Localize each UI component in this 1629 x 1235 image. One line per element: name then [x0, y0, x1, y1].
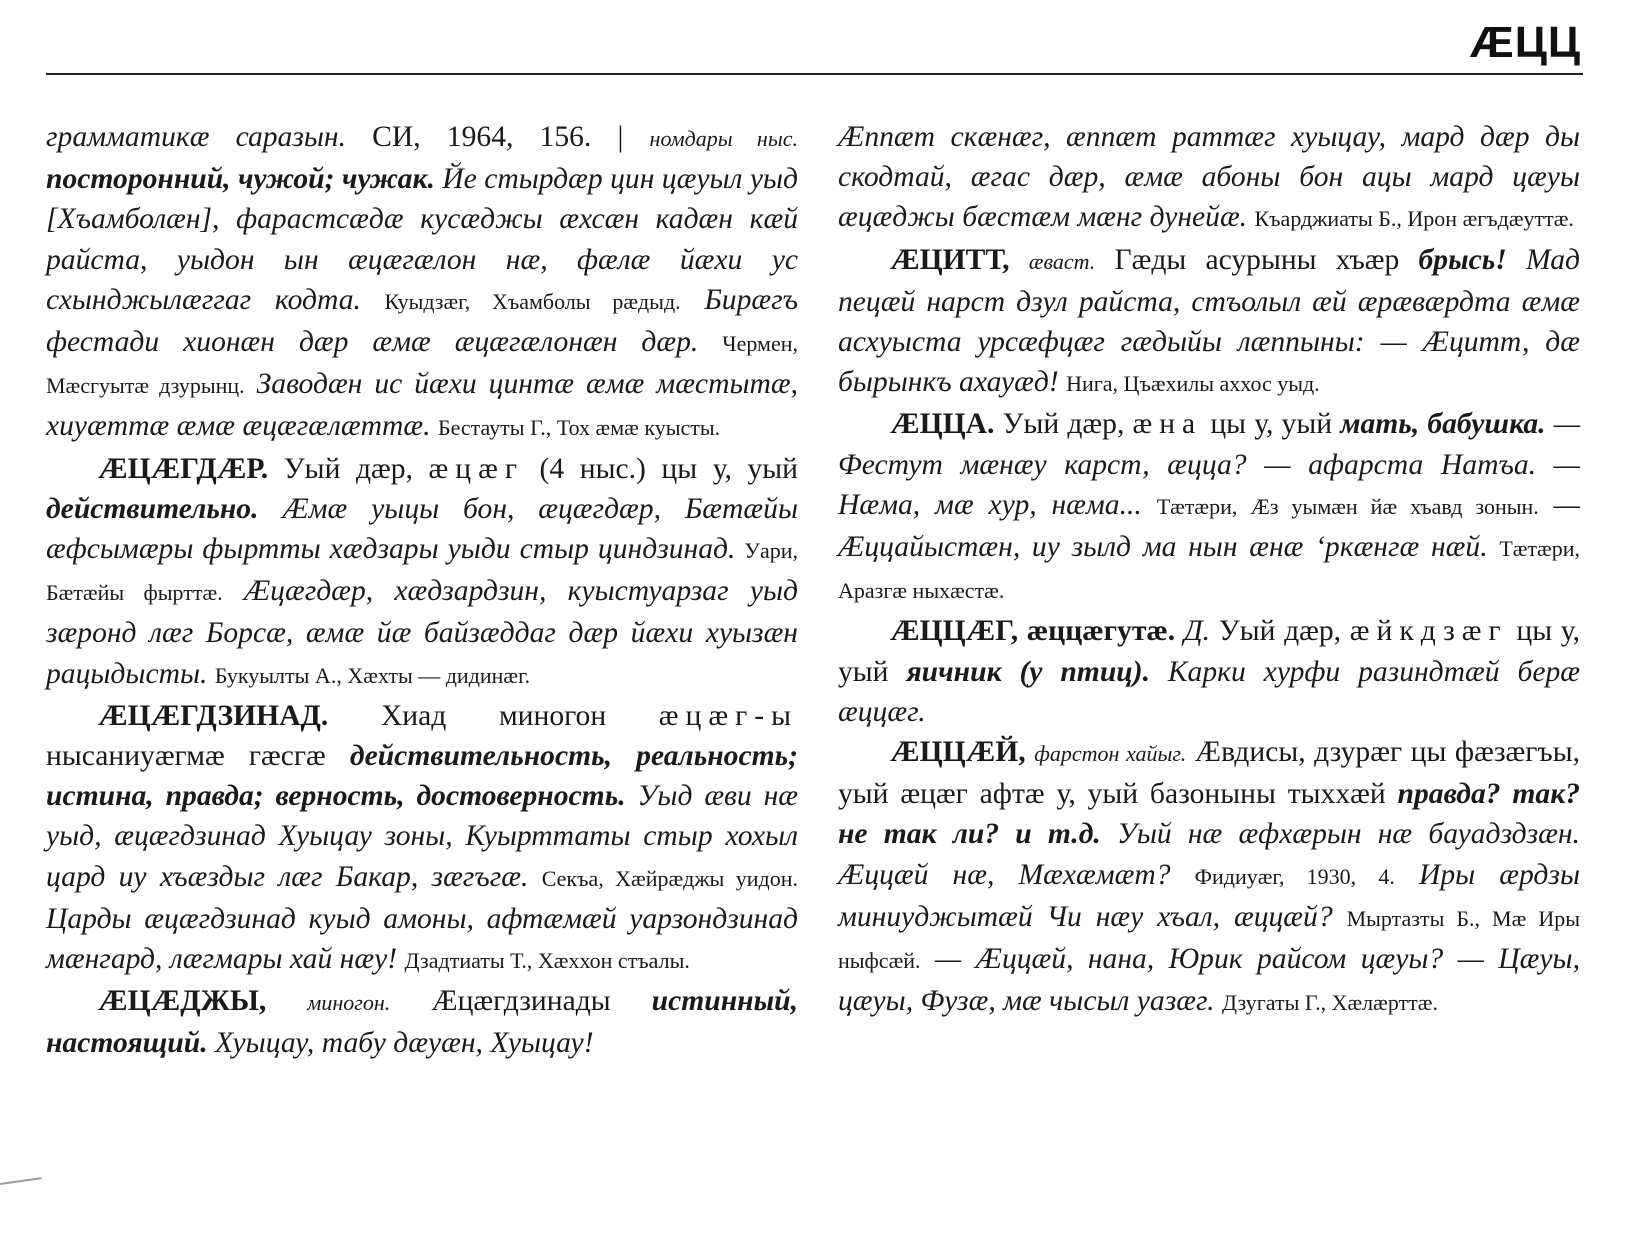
- headword: ÆЦЦÆГ, æццæгутæ.: [890, 615, 1176, 648]
- headword: ÆЦÆГДЗИНАД.: [98, 699, 329, 732]
- citation: Куыдзæг, Хъамболы рæдыд.: [384, 288, 681, 314]
- example: — Æццайыстæн, иу зылд ма нын æнæ ‘ркæнгæ нæй.: [838, 488, 1580, 564]
- example: Йе стырдæр цин цæуыл уыд [Хъамболæн], фарастсæдæ кусæджы æхсæн кадæн кæй райста, уыдон ын æцæгæлон нæ, фæлæ йæхи ус схынджылæггаг кодта.: [46, 163, 798, 316]
- translation: правда? так? не так ли? и т.д.: [838, 778, 1580, 851]
- translation: мать, бабушка.: [1340, 408, 1546, 441]
- example: Æмæ уыцы бон, æцæгдæр, Бæтæйы æфсымæры фыртты хæдзары уыди стыр циндзинад.: [46, 492, 798, 566]
- example: Хуыцау, табу дæуæн, Хуыцау!: [215, 1027, 594, 1060]
- citation: Къарджиаты Б., Ирон æгъдæуттæ.: [1254, 206, 1574, 232]
- citation: Чермен, Мæсгуытæ дзурынц.: [46, 331, 798, 399]
- citation: Тæтæри, Æз уымæн йæ хъавд зонын.: [1156, 493, 1539, 519]
- headword: ÆЦЦÆЙ,: [890, 736, 1026, 769]
- citation: Тæтæри, Аразгæ ныхæстæ.: [838, 536, 1580, 604]
- headword: ÆЦÆДЖЫ,: [98, 985, 267, 1018]
- translation: действительность, реальность; истина, правда; верность, достоверность.: [46, 740, 798, 813]
- margin-mark: [0, 1177, 42, 1185]
- translation: действительно.: [46, 492, 259, 525]
- page-header-title: ÆЦЦ: [1469, 18, 1581, 67]
- citation: Бестауты Г., Тох æмæ куысты.: [437, 415, 721, 441]
- translation: брысь!: [1418, 243, 1507, 276]
- example: Æппæт скæнæг, æппæт раттæг хуыцау, мард дæр ды скодтай, æгас дæр, æмæ абоны бон ацы мард цæуы æцæджы бæстæм мæнг дунейæ.: [838, 121, 1580, 234]
- citation: Уари, Бæтæйы фырттæ.: [46, 538, 798, 606]
- entry-aetsaegdaer: ÆЦÆГДÆР. Уый дæр, æцæг (4 ныс.) цы у, уый действительно. Æмæ уыцы бон, æцæгдæр, Бæтæйы æфсымæры фыртты хæдзары уыди стыр циндзинад. Уари, Бæтæйы фырттæ. Æцæгдæр, хæдзардзин, куыстуарзаг уыд зæронд лæг Борсæ, æмæ йæ байзæддаг дæр йæхи хуызæн рацыдысты. Букуылты А., Хæхты — дидинæг.: [46, 452, 798, 690]
- citation: Секъа, Хæйрæджы уидон.: [541, 865, 798, 891]
- entry-aetsitt: ÆЦИТТ, æваст. Гæды асурыны хъæр брысь! Мад пецæй нарст дзул райста, стъолыл æй æрæвæрдта æмæ асхуыста урсæфцæг гæдыйы лæппыны: — Æцитт, дæ бырынкъ ахауæд! Нига, Цъæхилы аххос уыд.: [838, 243, 1580, 399]
- citation: Букуылты А., Хæхты — дидинæг.: [214, 662, 531, 688]
- entry-aetstsaei: ÆЦЦÆЙ, фарстон хайыг. Æвдисы, дзурæг цы фæзæгъы, уый æцæг афтæ у, уый базоныны тыххæй правда? так? не так ли? и т.д. Уый нæ æфхæрын нæ бауадздзæн. Æццæй нæ, Мæхæмæт? Фидиуæг, 1930, 4. Иры æрдзы миниуджытæй Чи нæу хъал, æццæй? Мыртазты Б., Мæ Иры ныфсæй. — Æццæй, нана, Юрик райсом цæуы? — Цæуы, цæуы, Фузæ, мæ чысыл уазæг. Дзугаты Г., Хæлæрттæ.: [838, 736, 1581, 1018]
- example: Бирæгъ фестади хионæн дæр æмæ æцæгæлонæн дæр.: [46, 283, 799, 359]
- translation: посторонний, чужой; чужак.: [46, 163, 435, 196]
- citation: Нига, Цъæхилы аххос уыд.: [1066, 371, 1320, 397]
- right-column: [838, 117, 1580, 1023]
- entry-continuation: грамматикæ саразын. СИ, 1964, 156. | номдары ныс. посторонний, чужой; чужак. Йе стырдæр цин цæуыл уыд [Хъамболæн], фарастсæдæ кусæджы æхсæн кадæн кæй райста, уыдон ын æцæгæлон нæ, фæлæ йæхи ус схынджылæггаг кодта. Куыдзæг, Хъамболы рæдыд. Бирæгъ фестади хионæн дæр æмæ æцæгæлонæн дæр. Чермен, Мæсгуытæ дзурынц. Заводæн ис йæхи цинтæ æмæ мæстытæ, хиуæттæ æмæ æцæгæлæттæ. Бестауты Г., Тох æмæ куысты.: [46, 121, 799, 443]
- example: Иры æрдзы миниуджытæй Чи нæу хъал, æццæй?: [838, 858, 1580, 933]
- entry-aetsaegdzinad: ÆЦÆГДЗИНАД. Хиад миногон æцæг-ы нысаниуæгмæ гæсгæ действительность, реальность; истина, правда; верность, достоверность. Уыд æви нæ уыд, æцæгдзинад Хуыцау зоны, Куырттаты стыр хохыл цард иу хъæздыг лæг Бакар, зæгъгæ. Секъа, Хæйрæджы уидон. Царды æцæгдзинад куыд амоны, афтæмæй уарзондзинад мæнгард, лæгмары хай нæу! Дзадтиаты Т., Хæххон стъалы.: [46, 699, 799, 976]
- example: Мад пецæй нарст дзул райста, стъолыл æй æрæвæрдта æмæ асхуыста урсæфцæг гæдыйы лæппыны: — Æцитт, дæ бырынкъ ахауæд!: [838, 243, 1580, 399]
- example: Царды æцæгдзинад куыд амоны, афтæмæй уарзондзинад мæнгард, лæгмары хай нæу!: [46, 902, 798, 976]
- entry-aetsaedzhy: ÆЦÆДЖЫ, миногон. Æцæгдзинады истинный, настоящий. Хуыцау, табу дæуæн, Хуыцау!: [46, 985, 798, 1060]
- translation: истинный, настоящий.: [46, 985, 798, 1060]
- left-column: [46, 117, 798, 1064]
- header-rule: [46, 73, 1583, 75]
- citation: Мыртазты Б., Мæ Иры ныфсæй.: [838, 905, 1580, 974]
- example: Уыд æви нæ уыд, æцæгдзинад Хуыцау зоны, Куырттаты стыр хохыл цард иу хъæздыг лæг Бакар, зæгъгæ.: [46, 780, 799, 893]
- example: Заводæн ис йæхи цинтæ æмæ мæстытæ, хиуæттæ æмæ æцæгæлæттæ.: [46, 368, 798, 443]
- example: — Фестут мæнæу карст, æцца? — афарста Натъа. — Нæма, мæ хур, нæма...: [838, 408, 1581, 521]
- example: Уый нæ æфхæрын нæ бауадздзæн. Æццæй нæ, Мæхæмæт?: [838, 818, 1581, 891]
- example: Карки хурфи разиндтæй берæ æццæг.: [838, 655, 1581, 728]
- example: Æцæгдæр, хæдзардзин, куыстуарзаг уыд зæронд лæг Борсæ, æмæ йæ байзæддаг дæр йæхи хуызæн рацыдысты.: [46, 575, 798, 690]
- translation: яичник (у птиц).: [906, 655, 1150, 688]
- citation: Дзугаты Г., Хæлæрттæ.: [1221, 990, 1438, 1016]
- citation: Дзадтиаты Т., Хæххон стъалы.: [404, 948, 690, 974]
- entry-aetstsa: ÆЦЦА. Уый дæр, æна цы у, уый мать, бабушка. — Фестут мæнæу карст, æцца? — афарста Натъа. — Нæма, мæ хур, нæма... Тæтæри, Æз уымæн йæ хъавд зонын. — Æццайыстæн, иу зылд ма нын æнæ ‘ркæнгæ нæй. Тæтæри, Аразгæ ныхæстæ.: [838, 408, 1581, 604]
- entry-aetstsaeg: ÆЦЦÆГ, æццæгутæ. Д. Уый дæр, æйкдзæг цы у, уый яичник (у птиц). Карки хурфи разиндтæй берæ æццæг.: [838, 615, 1581, 728]
- entry-continuation: [838, 117, 1580, 240]
- example: — Æццæй, нана, Юрик райсом цæуы? — Цæуы, цæуы, Фузæ, мæ чысыл уазæг.: [838, 943, 1580, 1018]
- citation: Фидиуæг, 1930, 4.: [1194, 863, 1395, 889]
- headword: ÆЦЦА.: [890, 408, 995, 441]
- headword: ÆЦИТТ,: [890, 243, 1010, 276]
- headword: ÆЦÆГДÆР.: [98, 452, 269, 485]
